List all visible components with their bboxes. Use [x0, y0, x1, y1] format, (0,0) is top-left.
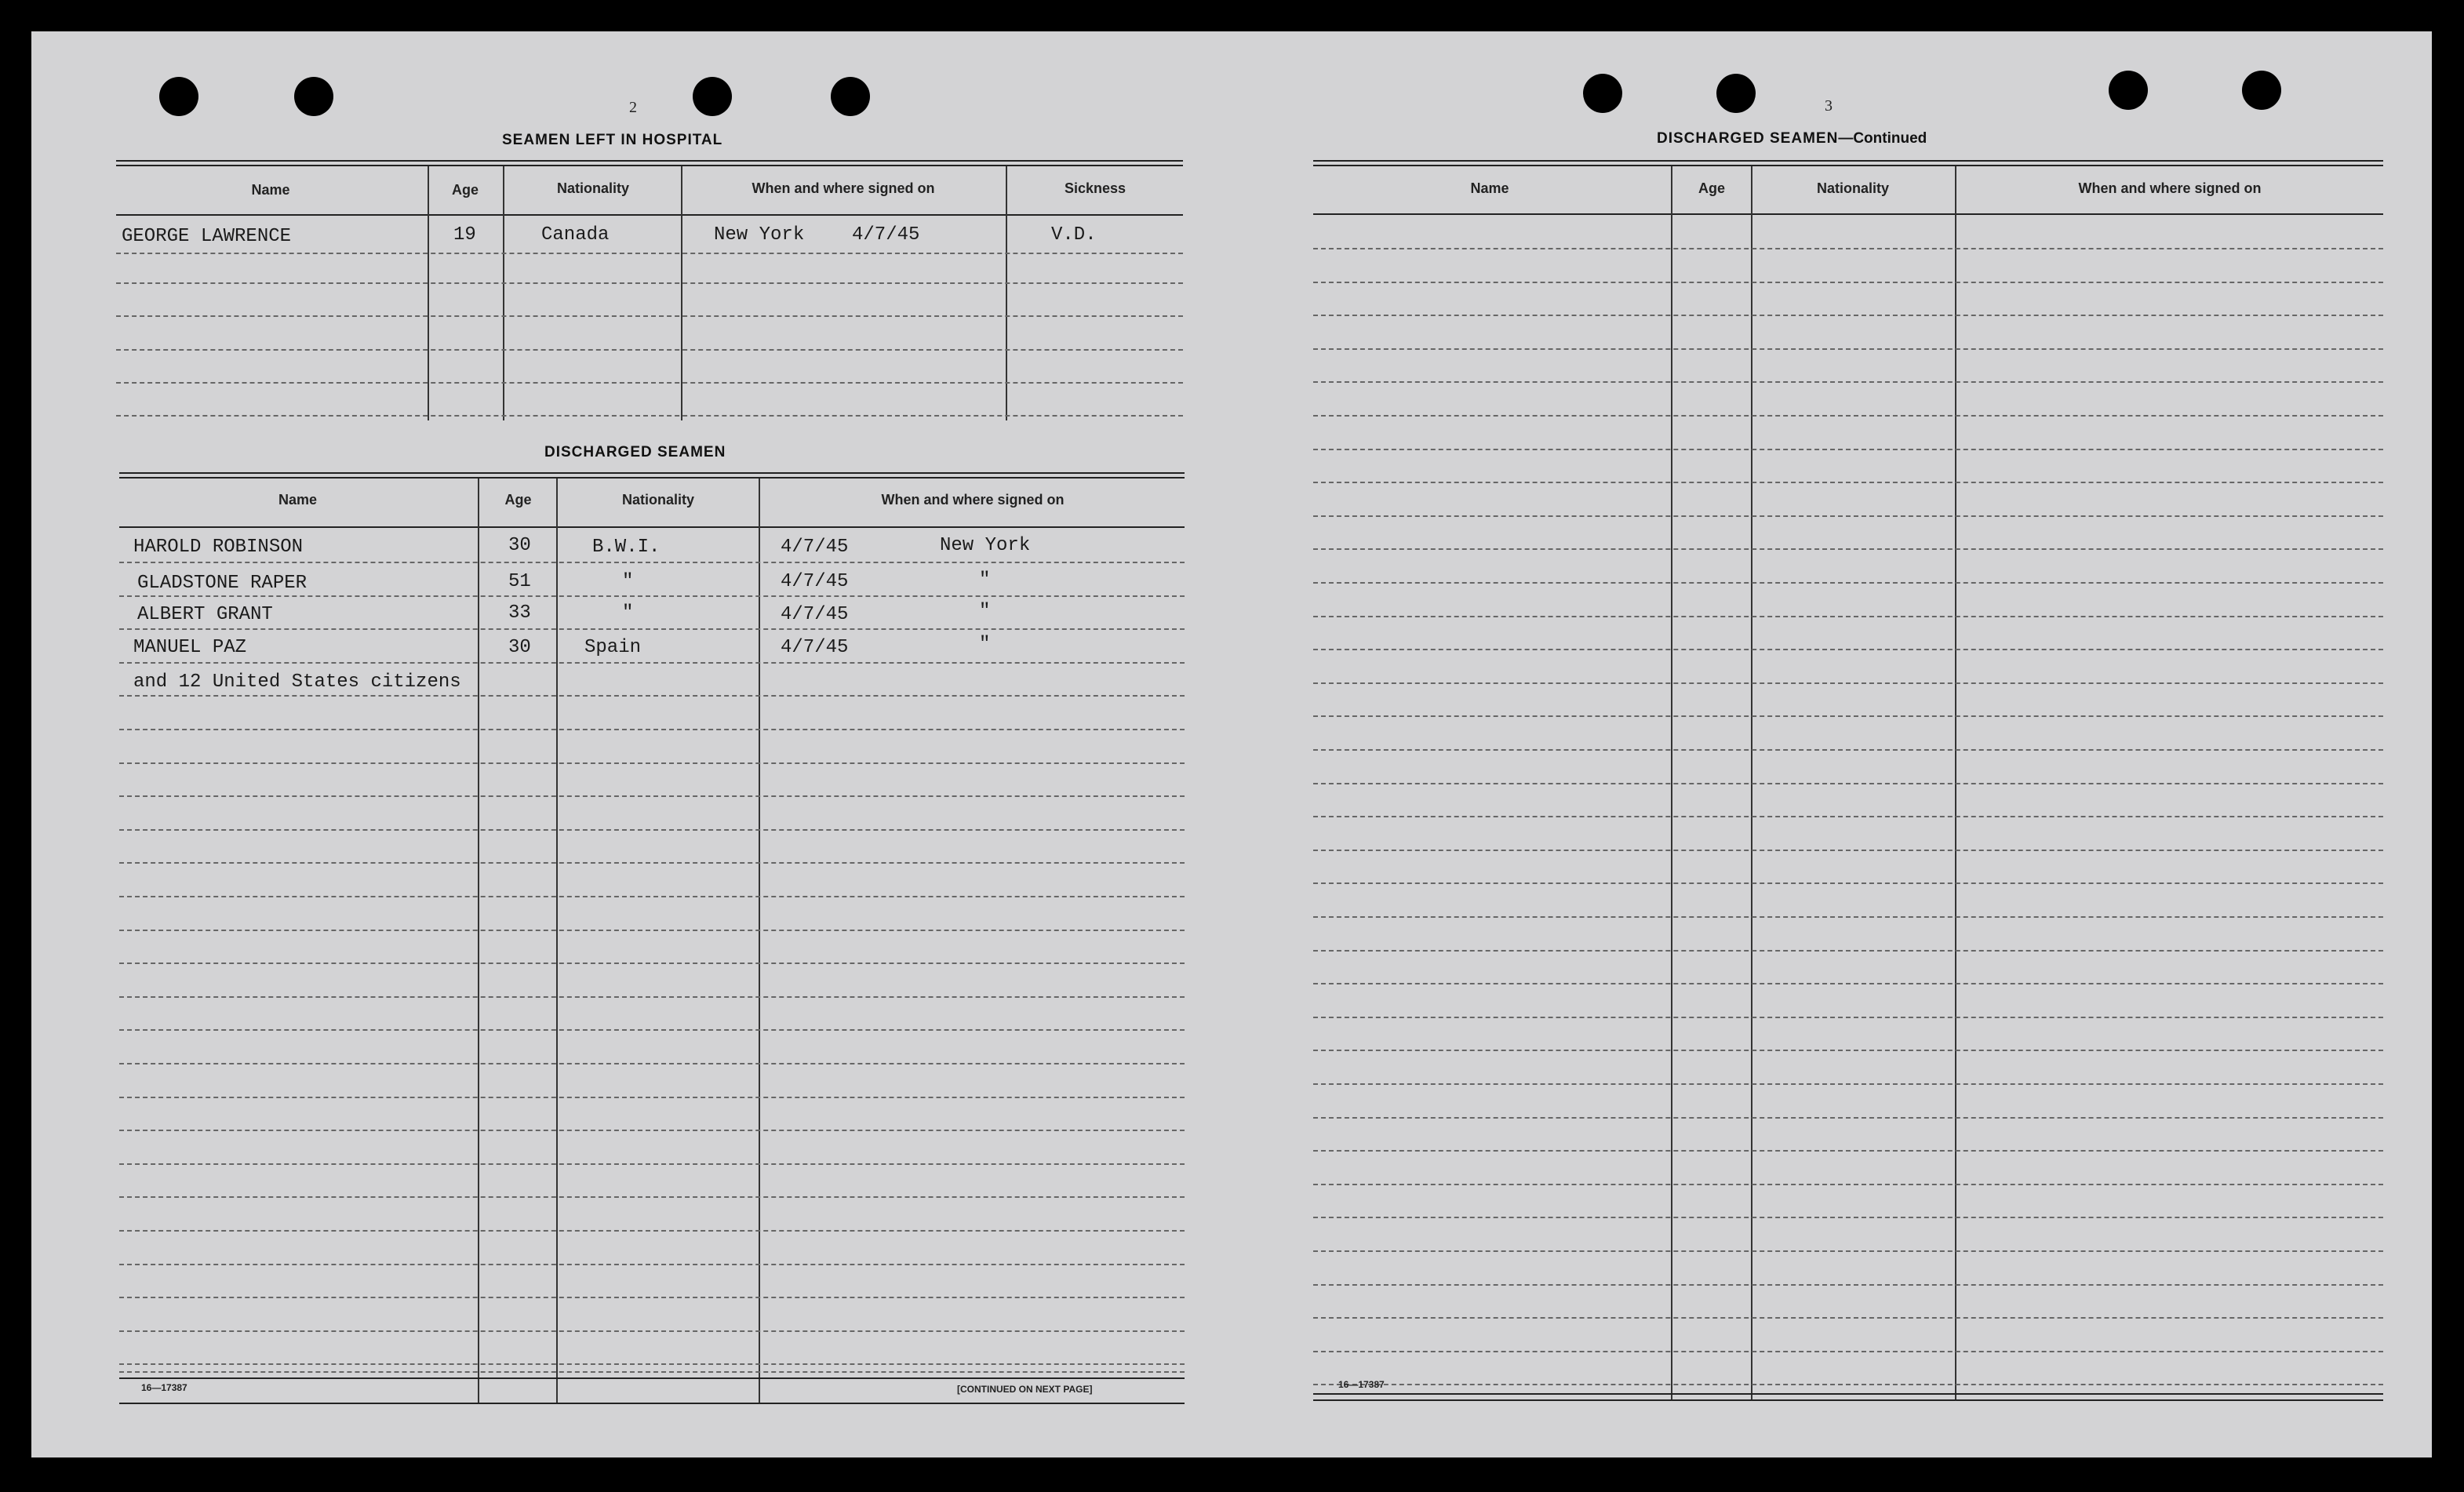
- row-line: [1313, 850, 2383, 851]
- hospital-row-nationality: Canada: [541, 224, 610, 246]
- row-line: [1313, 882, 2383, 884]
- discharged-header-name: Name: [278, 492, 318, 508]
- discharged-header-nationality: Nationality: [621, 492, 694, 508]
- discharged-row-name: MANUEL PAZ: [133, 637, 247, 658]
- hospital-row-date: 4/7/45: [852, 224, 920, 246]
- right-header-age: Age: [1698, 180, 1725, 196]
- punch-hole: [831, 77, 870, 116]
- hospital-header-rule: [116, 214, 1183, 216]
- punch-hole: [1583, 74, 1622, 113]
- row-line: [1313, 715, 2383, 717]
- discharged-row-age: 51: [508, 571, 531, 592]
- row-line: [119, 1063, 1185, 1064]
- discharged-row-where: New York: [940, 535, 1031, 556]
- row-line: [1313, 783, 2383, 784]
- row-line: [1313, 950, 2383, 952]
- discharged-row-date: 4/7/45: [781, 604, 849, 625]
- row-line: [1313, 1351, 2383, 1352]
- row-line: [119, 930, 1185, 931]
- row-line: [1313, 482, 2383, 483]
- row-line: [1313, 1184, 2383, 1185]
- row-line: [119, 963, 1185, 964]
- page-number-right: 3: [1825, 97, 1833, 115]
- row-line: [119, 862, 1185, 864]
- row-line: [1313, 415, 2383, 417]
- row-line: [119, 1130, 1185, 1131]
- page-number-left: 2: [629, 99, 637, 116]
- discharged-col-divider: [478, 479, 479, 1404]
- discharged-row-nationality: B.W.I.: [592, 537, 661, 558]
- row-line: [119, 896, 1185, 897]
- hospital-row-where: New York: [714, 224, 805, 246]
- row-line: [1313, 449, 2383, 450]
- hospital-header-name: Name: [251, 182, 290, 198]
- discharged-header-signed-on: When and where signed on: [881, 492, 1065, 508]
- row-line: [1313, 916, 2383, 918]
- row-line: [119, 695, 1185, 697]
- row-line: [119, 762, 1185, 764]
- left-bottom-rule: [119, 1371, 1185, 1373]
- left-bottom-rule: [119, 1403, 1185, 1404]
- discharged-header-rule: [119, 526, 1185, 528]
- discharged-row-where: ": [979, 634, 991, 655]
- row-line: [119, 1264, 1185, 1265]
- row-line: [1313, 616, 2383, 617]
- left-footer-continued: [CONTINUED ON NEXT PAGE]: [957, 1384, 1093, 1395]
- row-line: [1313, 1217, 2383, 1218]
- hospital-header-signed-on: When and where signed on: [752, 180, 935, 196]
- row-line: [119, 1196, 1185, 1198]
- row-line: [1313, 649, 2383, 650]
- row-line: [1313, 582, 2383, 584]
- row-line: [119, 1163, 1185, 1165]
- hospital-row-age: 19: [453, 224, 476, 246]
- row-line: [1313, 1150, 2383, 1152]
- row-line: [1313, 282, 2383, 283]
- row-line: [1313, 315, 2383, 316]
- right-header-nationality: Nationality: [1816, 180, 1889, 196]
- row-line: [1313, 248, 2383, 249]
- discharged-row-age: 30: [508, 637, 531, 658]
- right-header-rule: [1313, 213, 2383, 215]
- row-line: [119, 1230, 1185, 1232]
- punch-hole: [294, 77, 333, 116]
- row-line: [1313, 1384, 2383, 1385]
- row-line: [1313, 548, 2383, 550]
- row-line: [119, 1029, 1185, 1031]
- row-line: [119, 628, 1185, 630]
- left-bottom-rule: [119, 1377, 1185, 1379]
- row-line: [1313, 983, 2383, 984]
- row-line: [1313, 515, 2383, 517]
- right-bottom-rule: [1313, 1399, 2383, 1401]
- discharged-row-date: 4/7/45: [781, 537, 849, 558]
- right-title-rule: [1313, 160, 2383, 166]
- right-header-signed-on: When and where signed on: [2078, 180, 2262, 196]
- right-bottom-rule: [1313, 1393, 2383, 1395]
- row-line: [119, 729, 1185, 730]
- row-line: [1313, 381, 2383, 383]
- hospital-row-line: [116, 349, 1183, 351]
- hospital-row-line: [116, 415, 1183, 417]
- discharged-row-nationality: ": [622, 571, 634, 592]
- row-line: [1313, 1050, 2383, 1051]
- row-line: [119, 562, 1185, 563]
- discharged-row-age: 30: [508, 535, 531, 556]
- row-line: [1313, 816, 2383, 817]
- hospital-row-name: GEORGE LAWRENCE: [122, 226, 292, 247]
- discharged-header-age: Age: [504, 492, 532, 508]
- row-line: [119, 1297, 1185, 1298]
- row-line: [1313, 1250, 2383, 1252]
- discharged-row-nationality: Spain: [584, 637, 642, 658]
- punch-hole: [2109, 71, 2148, 110]
- discharged-row-date: 4/7/45: [781, 637, 849, 658]
- row-line: [119, 1330, 1185, 1332]
- left-footer-code: 16—17387: [141, 1382, 187, 1393]
- row-line: [1313, 1117, 2383, 1119]
- punch-hole: [159, 77, 198, 116]
- discharged-row-name: HAROLD ROBINSON: [133, 537, 304, 558]
- discharged-row-date: 4/7/45: [781, 571, 849, 592]
- discharged-col-divider: [759, 479, 760, 1404]
- right-section-title: [1657, 130, 1927, 147]
- right-header-name: Name: [1470, 180, 1509, 196]
- row-line: [1313, 1017, 2383, 1018]
- row-line: [119, 996, 1185, 998]
- punch-hole: [1716, 74, 1756, 113]
- discharged-col-divider: [556, 479, 558, 1404]
- hospital-section-title: SEAMEN LEFT IN HOSPITAL: [502, 132, 723, 148]
- punch-hole: [693, 77, 732, 116]
- row-line: [1313, 348, 2383, 350]
- discharged-section-title: DISCHARGED SEAMEN: [544, 444, 726, 460]
- hospital-row-line: [116, 282, 1183, 284]
- discharged-row-age: 33: [508, 602, 531, 624]
- hospital-header-sickness: Sickness: [1064, 180, 1126, 196]
- hospital-header-nationality: Nationality: [556, 180, 629, 196]
- right-section-title-suffix: —Continued: [1838, 130, 1927, 147]
- document-sheet: [31, 31, 2432, 1457]
- hospital-row-line: [116, 315, 1183, 317]
- row-line: [1313, 1083, 2383, 1085]
- punch-hole: [2242, 71, 2281, 110]
- row-line: [119, 1363, 1185, 1365]
- hospital-row-line: [116, 253, 1183, 254]
- hospital-row-line: [116, 382, 1183, 384]
- row-line: [1313, 1284, 2383, 1286]
- hospital-header-age: Age: [451, 182, 479, 198]
- discharged-row-name: GLADSTONE RAPER: [137, 573, 308, 594]
- row-line: [1313, 1317, 2383, 1319]
- hospital-title-rule: [116, 160, 1183, 166]
- right-section-title-main: DISCHARGED SEAMEN: [1657, 130, 1839, 147]
- discharged-row-nationality: ": [622, 602, 634, 624]
- right-footer-code: 16—17387: [1338, 1379, 1385, 1390]
- hospital-row-sickness: V.D.: [1051, 224, 1097, 246]
- row-line: [1313, 749, 2383, 751]
- discharged-title-rule: [119, 472, 1185, 479]
- row-line: [119, 595, 1185, 597]
- discharged-row-name: ALBERT GRANT: [137, 604, 273, 625]
- row-line: [119, 662, 1185, 664]
- row-line: [119, 1097, 1185, 1098]
- discharged-row-where: ": [979, 601, 991, 622]
- row-line: [1313, 682, 2383, 684]
- row-line: [119, 829, 1185, 831]
- discharged-note: and 12 United States citizens: [133, 671, 461, 693]
- row-line: [119, 795, 1185, 797]
- discharged-row-where: ": [979, 570, 991, 591]
